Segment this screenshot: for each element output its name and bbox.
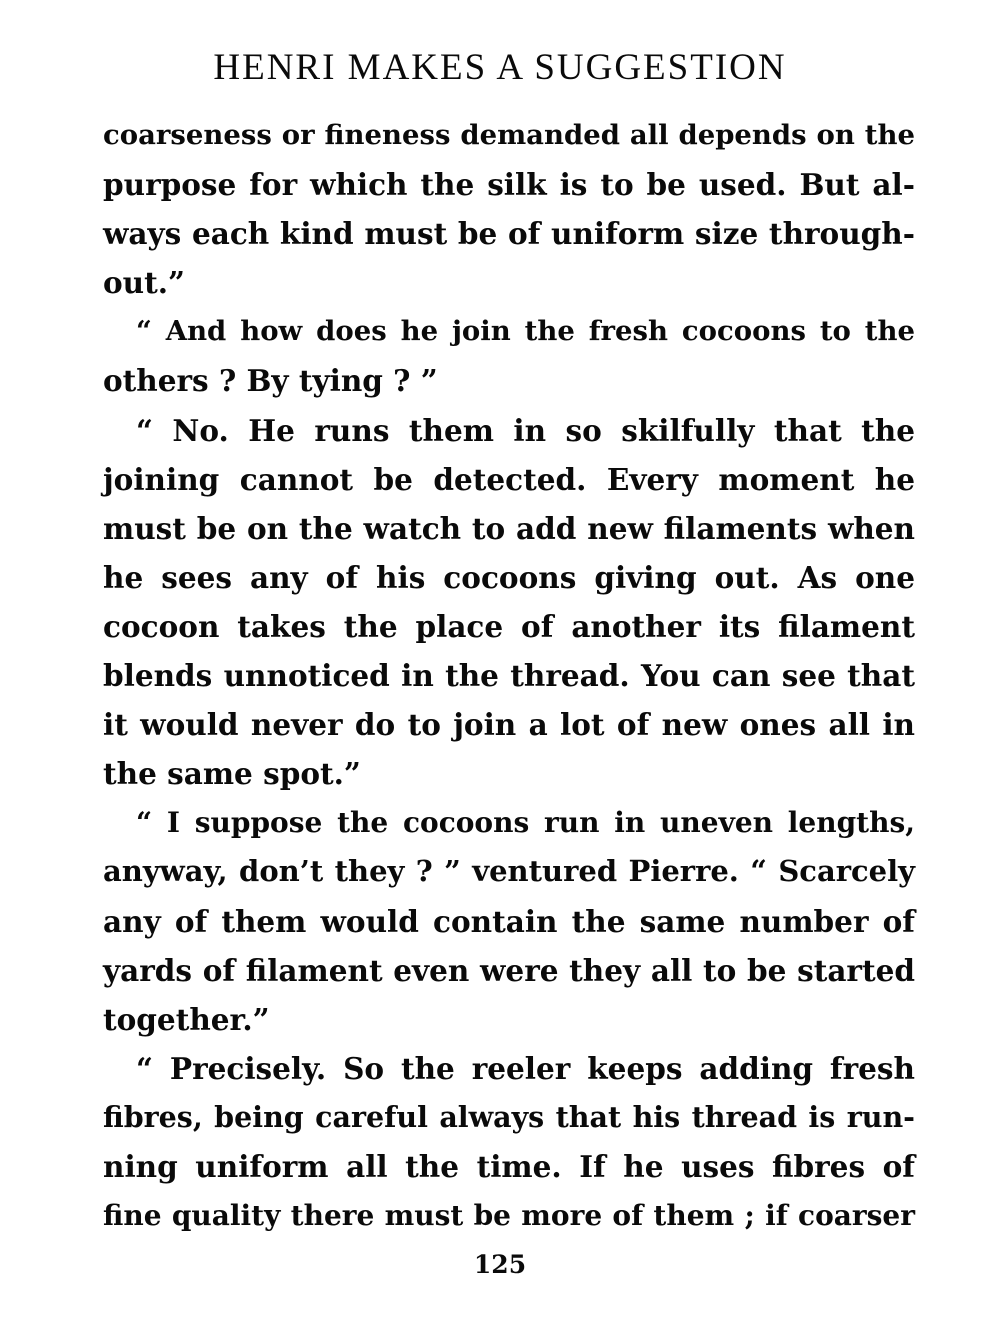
text-line: cocoon takes the place of another its filament: [103, 608, 915, 644]
text-line: ning uniform all the time. If he uses fibres of: [103, 1148, 915, 1184]
text-line: he sees any of his cocoons giving out. As one: [103, 559, 915, 595]
text-line: “ Precisely. So the reeler keeps adding fresh: [136, 1050, 915, 1086]
text-line: fine quality there must be more of them ; if coarser: [103, 1199, 915, 1233]
text-line: “ No. He runs them in so skilfully that the: [136, 412, 915, 448]
text-line: the same spot.”: [103, 756, 361, 792]
text-line: out.”: [103, 265, 185, 301]
text-line: anyway, don’t they ? ” ventured Pierre. “ Scarcely: [103, 854, 915, 889]
text-line: purpose for which the silk is to be used. But al-: [103, 167, 915, 203]
text-line: any of them would contain the same number of: [103, 903, 915, 939]
text-line: fibres, being careful always that his thread is run-: [103, 1099, 915, 1134]
text-line: ways each kind must be of uniform size through-: [103, 216, 915, 252]
page-number: 125: [473, 1250, 527, 1279]
text-line: together.”: [103, 1001, 270, 1037]
text-line: it would never do to join a lot of new ones all in: [103, 707, 915, 743]
text-line: “ I suppose the cocoons run in uneven lengths,: [136, 806, 915, 840]
text-line: yards of filament even were they all to be started: [103, 952, 915, 988]
body-text: [103, 111, 915, 1240]
text-line: coarseness or fineness demanded all depends on the: [103, 119, 915, 151]
text-line: blends unnoticed in the thread. You can see that: [103, 658, 915, 694]
text-line: must be on the watch to add new filaments when: [103, 510, 915, 546]
text-line: joining cannot be detected. Every moment he: [103, 461, 915, 497]
running-head: HENRI MAKES A SUGGESTION: [213, 47, 787, 88]
text-line: “ And how does he join the fresh cocoons to the: [136, 315, 915, 348]
text-line: others ? By tying ? ”: [103, 363, 438, 399]
